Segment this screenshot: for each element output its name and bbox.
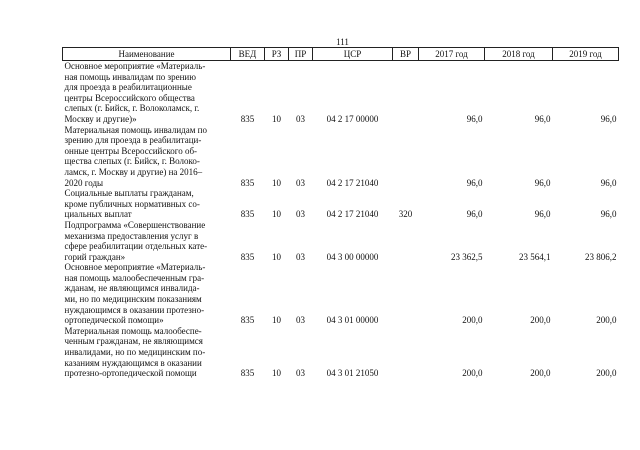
header-rz: РЗ [265, 48, 289, 61]
row-2019: 96,0 [600, 177, 617, 188]
table-row [63, 220, 619, 262]
row-csr: 04 3 01 21050 [326, 368, 379, 379]
row-2019: 200,0 [596, 315, 617, 326]
row-2018: 96,0 [534, 209, 551, 220]
page-number: 111 [336, 37, 349, 47]
row-name: Подпрограмма «Совершенствование механизма предоставления услуг в сфере реабилитации отдельных кате- горий граждан» [64, 219, 208, 262]
row-vr [393, 61, 419, 125]
row-name: Основное мероприятие «Материаль- ная помощь инвалидам по зрению для проезда в реабилитационные центры Всероссийского общества слепых (г. Бийск, г. Волоколамск, г. Москву и другие)» [64, 61, 206, 124]
row-pr: 03 [296, 251, 305, 262]
header-2017: 2017 год [419, 48, 485, 61]
row-vr [393, 262, 419, 326]
row-name: Материальная помощь малообеспе- ченным гражданам, не являющимся инвалидами, но по медицинским по- казаниям нуждающимся в оказании протезно-ортопедической помощи [64, 325, 206, 379]
row-ved: 835 [240, 177, 255, 188]
row-2017: 96,0 [466, 113, 483, 124]
row-vr [393, 125, 419, 189]
header-csr: ЦСР [313, 48, 393, 61]
row-2018: 200,0 [530, 368, 551, 379]
row-ved: 835 [240, 209, 255, 220]
row-ved: 835 [240, 368, 255, 379]
row-name: Социальные выплаты гражданам, кроме публичных нормативных со- циальных выплат [64, 188, 200, 220]
table-row [63, 125, 619, 189]
row-pr: 03 [296, 368, 305, 379]
row-name: Основное мероприятие «Материаль- ная помощь малообеспеченным гра- жданам, не являющимся инвалида- ми, но по медицинским показаниям нуждающимся в оказании протезно- ортопедической помощи» [64, 262, 206, 326]
row-name: Материальная помощь инвалидам по зрению для проезда в реабилитаци- онные центры Всероссийского об- щества слепых (г. Бийск, г. Волоко- ламск, г. Москву и другие) на 2016– 2020 годы [64, 124, 207, 188]
row-rz: 10 [272, 315, 281, 326]
row-ved: 835 [240, 251, 255, 262]
header-ved: ВЕД [231, 48, 265, 61]
row-2017: 96,0 [466, 177, 483, 188]
table-header [63, 48, 619, 61]
row-csr: 04 2 17 00000 [326, 113, 379, 124]
row-2018: 96,0 [534, 177, 551, 188]
row-2019: 23 806,2 [585, 251, 617, 262]
row-2017: 96,0 [466, 209, 483, 220]
header-2019: 2019 год [553, 48, 619, 61]
row-2017: 23 362,5 [451, 251, 483, 262]
table-body [63, 61, 619, 379]
row-pr: 03 [296, 177, 305, 188]
table-row [63, 262, 619, 326]
row-2018: 96,0 [534, 113, 551, 124]
header-pr: ПР [289, 48, 313, 61]
row-csr: 04 3 00 00000 [326, 251, 379, 262]
row-vr [393, 326, 419, 379]
row-2019: 200,0 [596, 368, 617, 379]
row-2019: 96,0 [600, 209, 617, 220]
row-pr: 03 [296, 315, 305, 326]
header-vr: ВР [393, 48, 419, 61]
row-pr: 03 [296, 209, 305, 220]
row-pr: 03 [296, 113, 305, 124]
row-2018: 200,0 [530, 315, 551, 326]
row-rz: 10 [272, 209, 281, 220]
row-csr: 04 3 01 00000 [326, 315, 379, 326]
row-2017: 200,0 [462, 315, 483, 326]
row-rz: 10 [272, 177, 281, 188]
table-row [63, 61, 619, 125]
table-row [63, 326, 619, 379]
header-name: Наименование [63, 48, 231, 61]
header-row [63, 48, 619, 61]
row-2019: 96,0 [600, 113, 617, 124]
row-rz: 10 [272, 113, 281, 124]
row-rz: 10 [272, 251, 281, 262]
budget-table [62, 47, 619, 379]
row-2018: 23 564,1 [519, 251, 551, 262]
row-csr: 04 2 17 21040 [326, 177, 379, 188]
row-vr: 320 [398, 209, 413, 220]
row-csr: 04 2 17 21040 [326, 209, 379, 220]
row-ved: 835 [240, 315, 255, 326]
row-ved: 835 [240, 113, 255, 124]
row-vr [393, 220, 419, 262]
table-row [63, 188, 619, 220]
header-2018: 2018 год [485, 48, 553, 61]
row-rz: 10 [272, 368, 281, 379]
row-2017: 200,0 [462, 368, 483, 379]
